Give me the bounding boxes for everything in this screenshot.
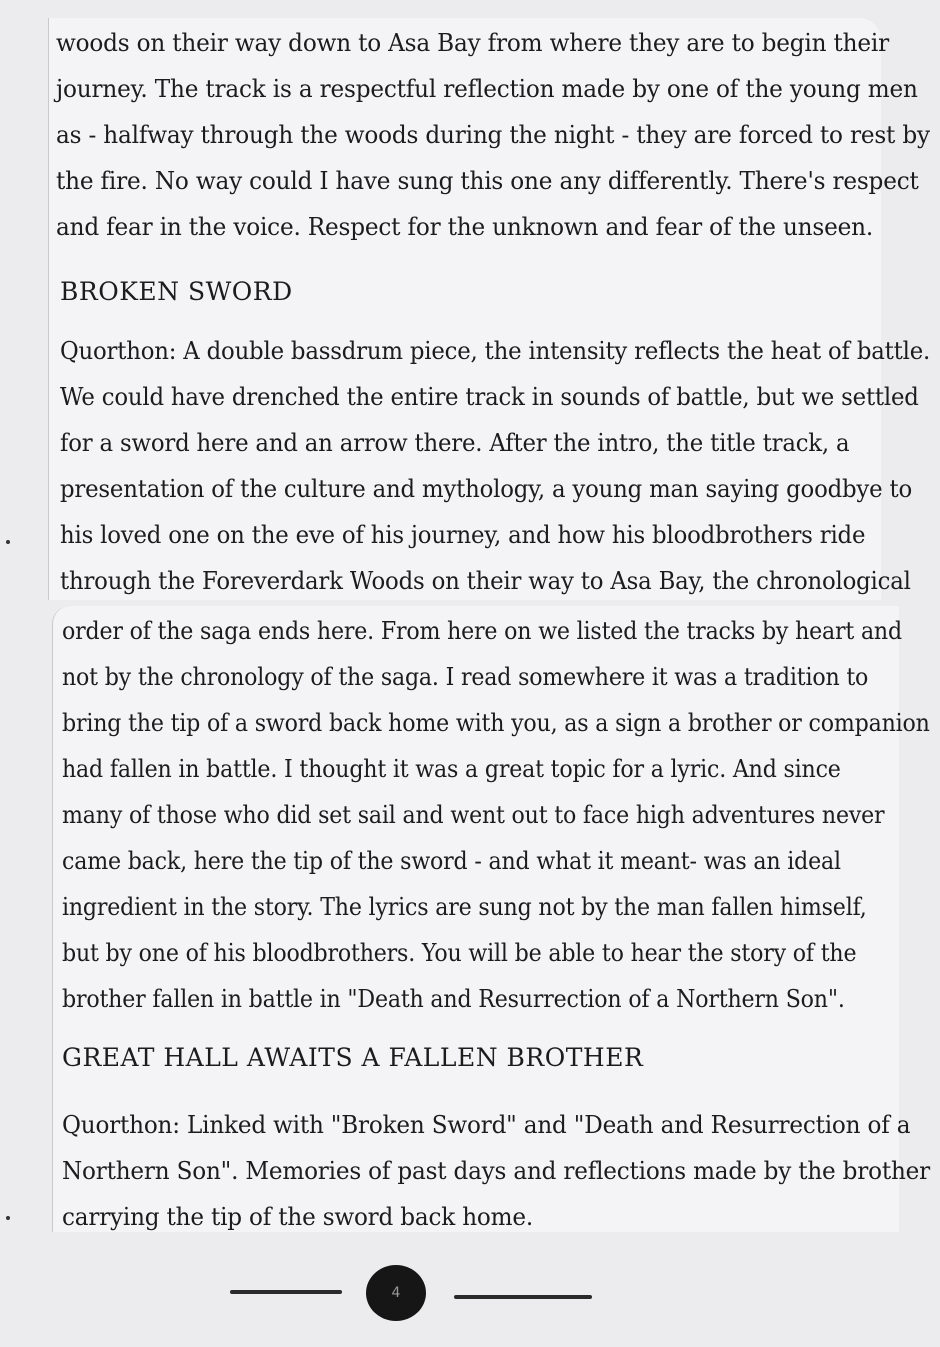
text-line: the fire. No way could I have sung this one any differently. There's respect: [56, 167, 919, 195]
text-line: carrying the tip of the sword back home.: [62, 1203, 533, 1231]
text-line: woods on their way down to Asa Bay from where they are to begin their: [56, 29, 889, 57]
text-line: presentation of the culture and mythology, a young man saying goodbye to: [60, 475, 912, 503]
text-line: We could have drenched the entire track in sounds of battle, but we settled: [60, 383, 919, 411]
page-number: 4: [366, 1265, 426, 1321]
text-line: brother fallen in battle in "Death and Resurrection of a Northern Son".: [62, 985, 845, 1013]
text-line: Quorthon: Linked with "Broken Sword" and "Death and Resurrection of a: [62, 1111, 911, 1139]
paragraph-track-notes-intro: [56, 20, 930, 250]
text-line: but by one of his bloodbrothers. You will be able to hear the story of the: [62, 939, 857, 967]
paragraph-broken-sword-part-2: [62, 608, 930, 1022]
text-line: order of the saga ends here. From here on we listed the tracks by heart and: [62, 617, 902, 645]
text-line: ingredient in the story. The lyrics are sung not by the man fallen himself,: [62, 893, 867, 921]
paragraph-broken-sword-part-1: [60, 328, 930, 604]
page-number-ornament: [228, 1263, 594, 1323]
text-line: Northern Son". Memories of past days and reflections made by the brother: [62, 1157, 930, 1185]
text-line: not by the chronology of the saga. I read somewhere it was a tradition to: [62, 663, 869, 691]
text-line: his loved one on the eve of his journey, and how his bloodbrothers ride: [60, 521, 866, 549]
paragraph-great-hall: [62, 1102, 930, 1240]
folio-dash: [454, 1295, 592, 1299]
scan-mark: [6, 1216, 10, 1220]
text-line: through the Foreverdark Woods on their way to Asa Bay, the chronological: [60, 567, 911, 595]
text-line: and fear in the voice. Respect for the unknown and fear of the unseen.: [56, 213, 874, 241]
text-line: Quorthon: A double bassdrum piece, the intensity reflects the heat of battle.: [60, 337, 931, 365]
folio-dash: [230, 1290, 342, 1294]
text-line: for a sword here and an arrow there. After the intro, the title track, a: [60, 429, 850, 457]
heading-broken-sword: BROKEN SWORD: [60, 277, 293, 306]
text-line: came back, here the tip of the sword - and what it meant- was an ideal: [62, 847, 841, 875]
text-line: journey. The track is a respectful reflection made by one of the young men: [56, 75, 918, 103]
scan-mark: [6, 540, 10, 544]
heading-great-hall: GREAT HALL AWAITS A FALLEN BROTHER: [62, 1043, 644, 1072]
text-line: had fallen in battle. I thought it was a great topic for a lyric. And since: [62, 755, 841, 783]
text-line: bring the tip of a sword back home with you, as a sign a brother or companion: [62, 709, 930, 737]
text-line: many of those who did set sail and went out to face high adventures never: [62, 801, 885, 829]
text-line: as - halfway through the woods during the night - they are forced to rest by: [56, 121, 930, 149]
